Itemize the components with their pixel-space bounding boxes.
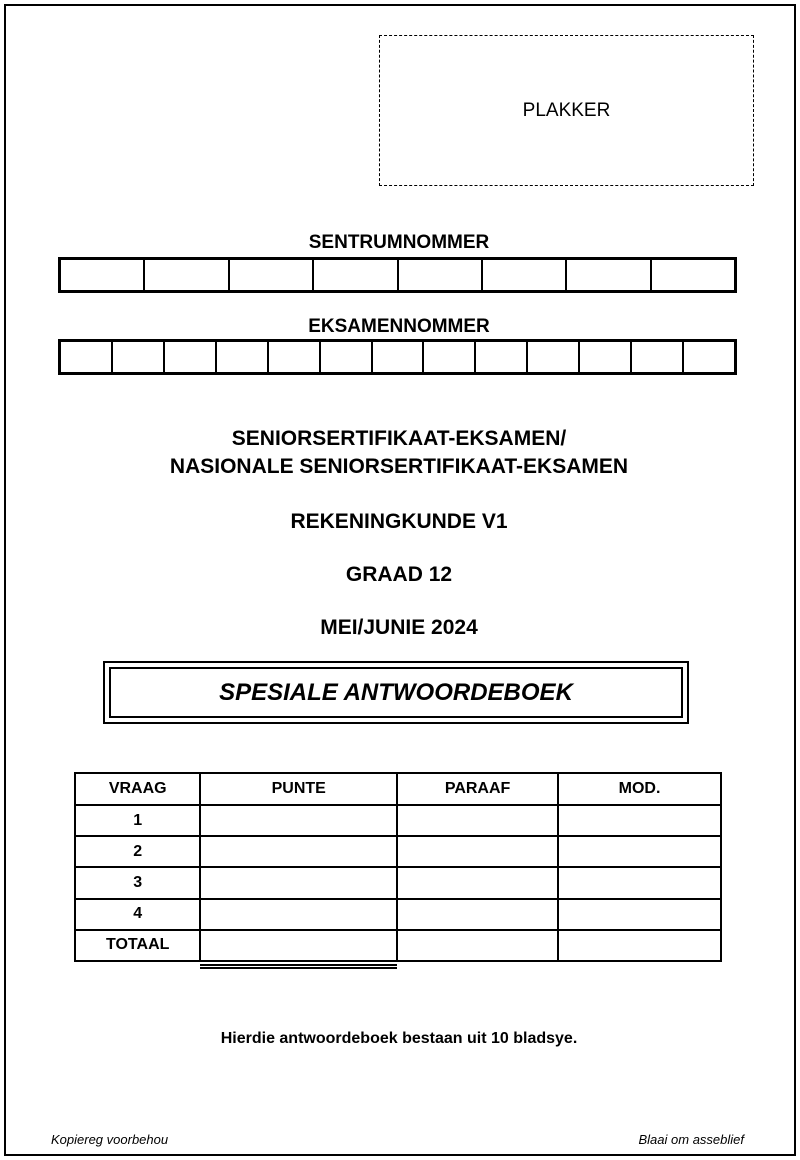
digit-box[interactable] xyxy=(321,342,373,372)
page-frame xyxy=(4,4,796,1156)
digit-box[interactable] xyxy=(230,260,314,290)
digit-box[interactable] xyxy=(483,260,567,290)
marks-table-header-row xyxy=(75,773,721,805)
centre-number-boxes[interactable] xyxy=(58,257,737,293)
digit-box[interactable] xyxy=(373,342,425,372)
digit-box[interactable] xyxy=(567,260,651,290)
grade-title: GRAAD 12 xyxy=(345,563,453,586)
subject-title: REKENINGKUNDE V1 xyxy=(290,510,508,533)
total-moderator-cell[interactable] xyxy=(558,930,721,961)
sticker-area xyxy=(379,35,754,186)
digit-box[interactable] xyxy=(165,342,217,372)
header-marks: PUNTE xyxy=(200,773,397,805)
digit-box[interactable] xyxy=(399,260,483,290)
turn-over-note: Blaai om asseblief xyxy=(638,1132,744,1147)
digit-box[interactable] xyxy=(113,342,165,372)
digit-box[interactable] xyxy=(61,260,145,290)
table-row xyxy=(75,805,721,836)
digit-box[interactable] xyxy=(424,342,476,372)
question-number: 3 xyxy=(75,867,200,898)
exam-number-label: EKSAMENNOMMER xyxy=(308,316,490,337)
total-marks-cell[interactable] xyxy=(200,930,397,961)
digit-box[interactable] xyxy=(217,342,269,372)
initials-cell[interactable] xyxy=(397,836,558,867)
session-title: MEI/JUNIE 2024 xyxy=(320,616,478,639)
table-row xyxy=(75,867,721,898)
digit-box[interactable] xyxy=(528,342,580,372)
digit-box[interactable] xyxy=(580,342,632,372)
question-number: 2 xyxy=(75,836,200,867)
digit-box[interactable] xyxy=(145,260,229,290)
marks-cell[interactable] xyxy=(200,805,397,836)
page-count-note: Hierdie antwoordeboek bestaan uit 10 bladsye. xyxy=(220,1030,578,1047)
initials-cell[interactable] xyxy=(397,867,558,898)
exam-title-line-2: NASIONALE SENIORSERTIFIKAAT-EKSAMEN xyxy=(169,455,629,478)
header-question: VRAAG xyxy=(75,773,200,805)
digit-box[interactable] xyxy=(476,342,528,372)
total-row xyxy=(75,930,721,961)
digit-box[interactable] xyxy=(314,260,398,290)
centre-number-label: SENTRUMNOMMER xyxy=(308,232,490,253)
digit-box[interactable] xyxy=(652,260,734,290)
copyright-note: Kopiereg voorbehou xyxy=(51,1132,169,1147)
marks-table xyxy=(74,772,722,962)
initials-cell[interactable] xyxy=(397,899,558,930)
table-row xyxy=(75,836,721,867)
question-number: 4 xyxy=(75,899,200,930)
total-label: TOTAAL xyxy=(75,930,200,961)
header-initials: PARAAF xyxy=(397,773,558,805)
sticker-label: PLAKKER xyxy=(522,100,611,121)
marks-cell[interactable] xyxy=(200,836,397,867)
marks-cell[interactable] xyxy=(200,899,397,930)
initials-cell[interactable] xyxy=(397,805,558,836)
question-number: 1 xyxy=(75,805,200,836)
answer-book-banner xyxy=(103,661,689,724)
answer-book-banner-text: SPESIALE ANTWOORDEBOEK xyxy=(109,667,683,718)
digit-box[interactable] xyxy=(269,342,321,372)
digit-box[interactable] xyxy=(632,342,684,372)
moderator-cell[interactable] xyxy=(558,867,721,898)
table-row xyxy=(75,899,721,930)
marks-cell[interactable] xyxy=(200,867,397,898)
header-moderator: MOD. xyxy=(558,773,721,805)
moderator-cell[interactable] xyxy=(558,899,721,930)
exam-number-boxes[interactable] xyxy=(58,339,737,375)
digit-box[interactable] xyxy=(61,342,113,372)
total-initials-cell[interactable] xyxy=(397,930,558,961)
exam-title-line-1: SENIORSERTIFIKAAT-EKSAMEN/ xyxy=(231,427,567,450)
total-double-underline xyxy=(200,964,397,969)
moderator-cell[interactable] xyxy=(558,805,721,836)
digit-box[interactable] xyxy=(684,342,734,372)
moderator-cell[interactable] xyxy=(558,836,721,867)
